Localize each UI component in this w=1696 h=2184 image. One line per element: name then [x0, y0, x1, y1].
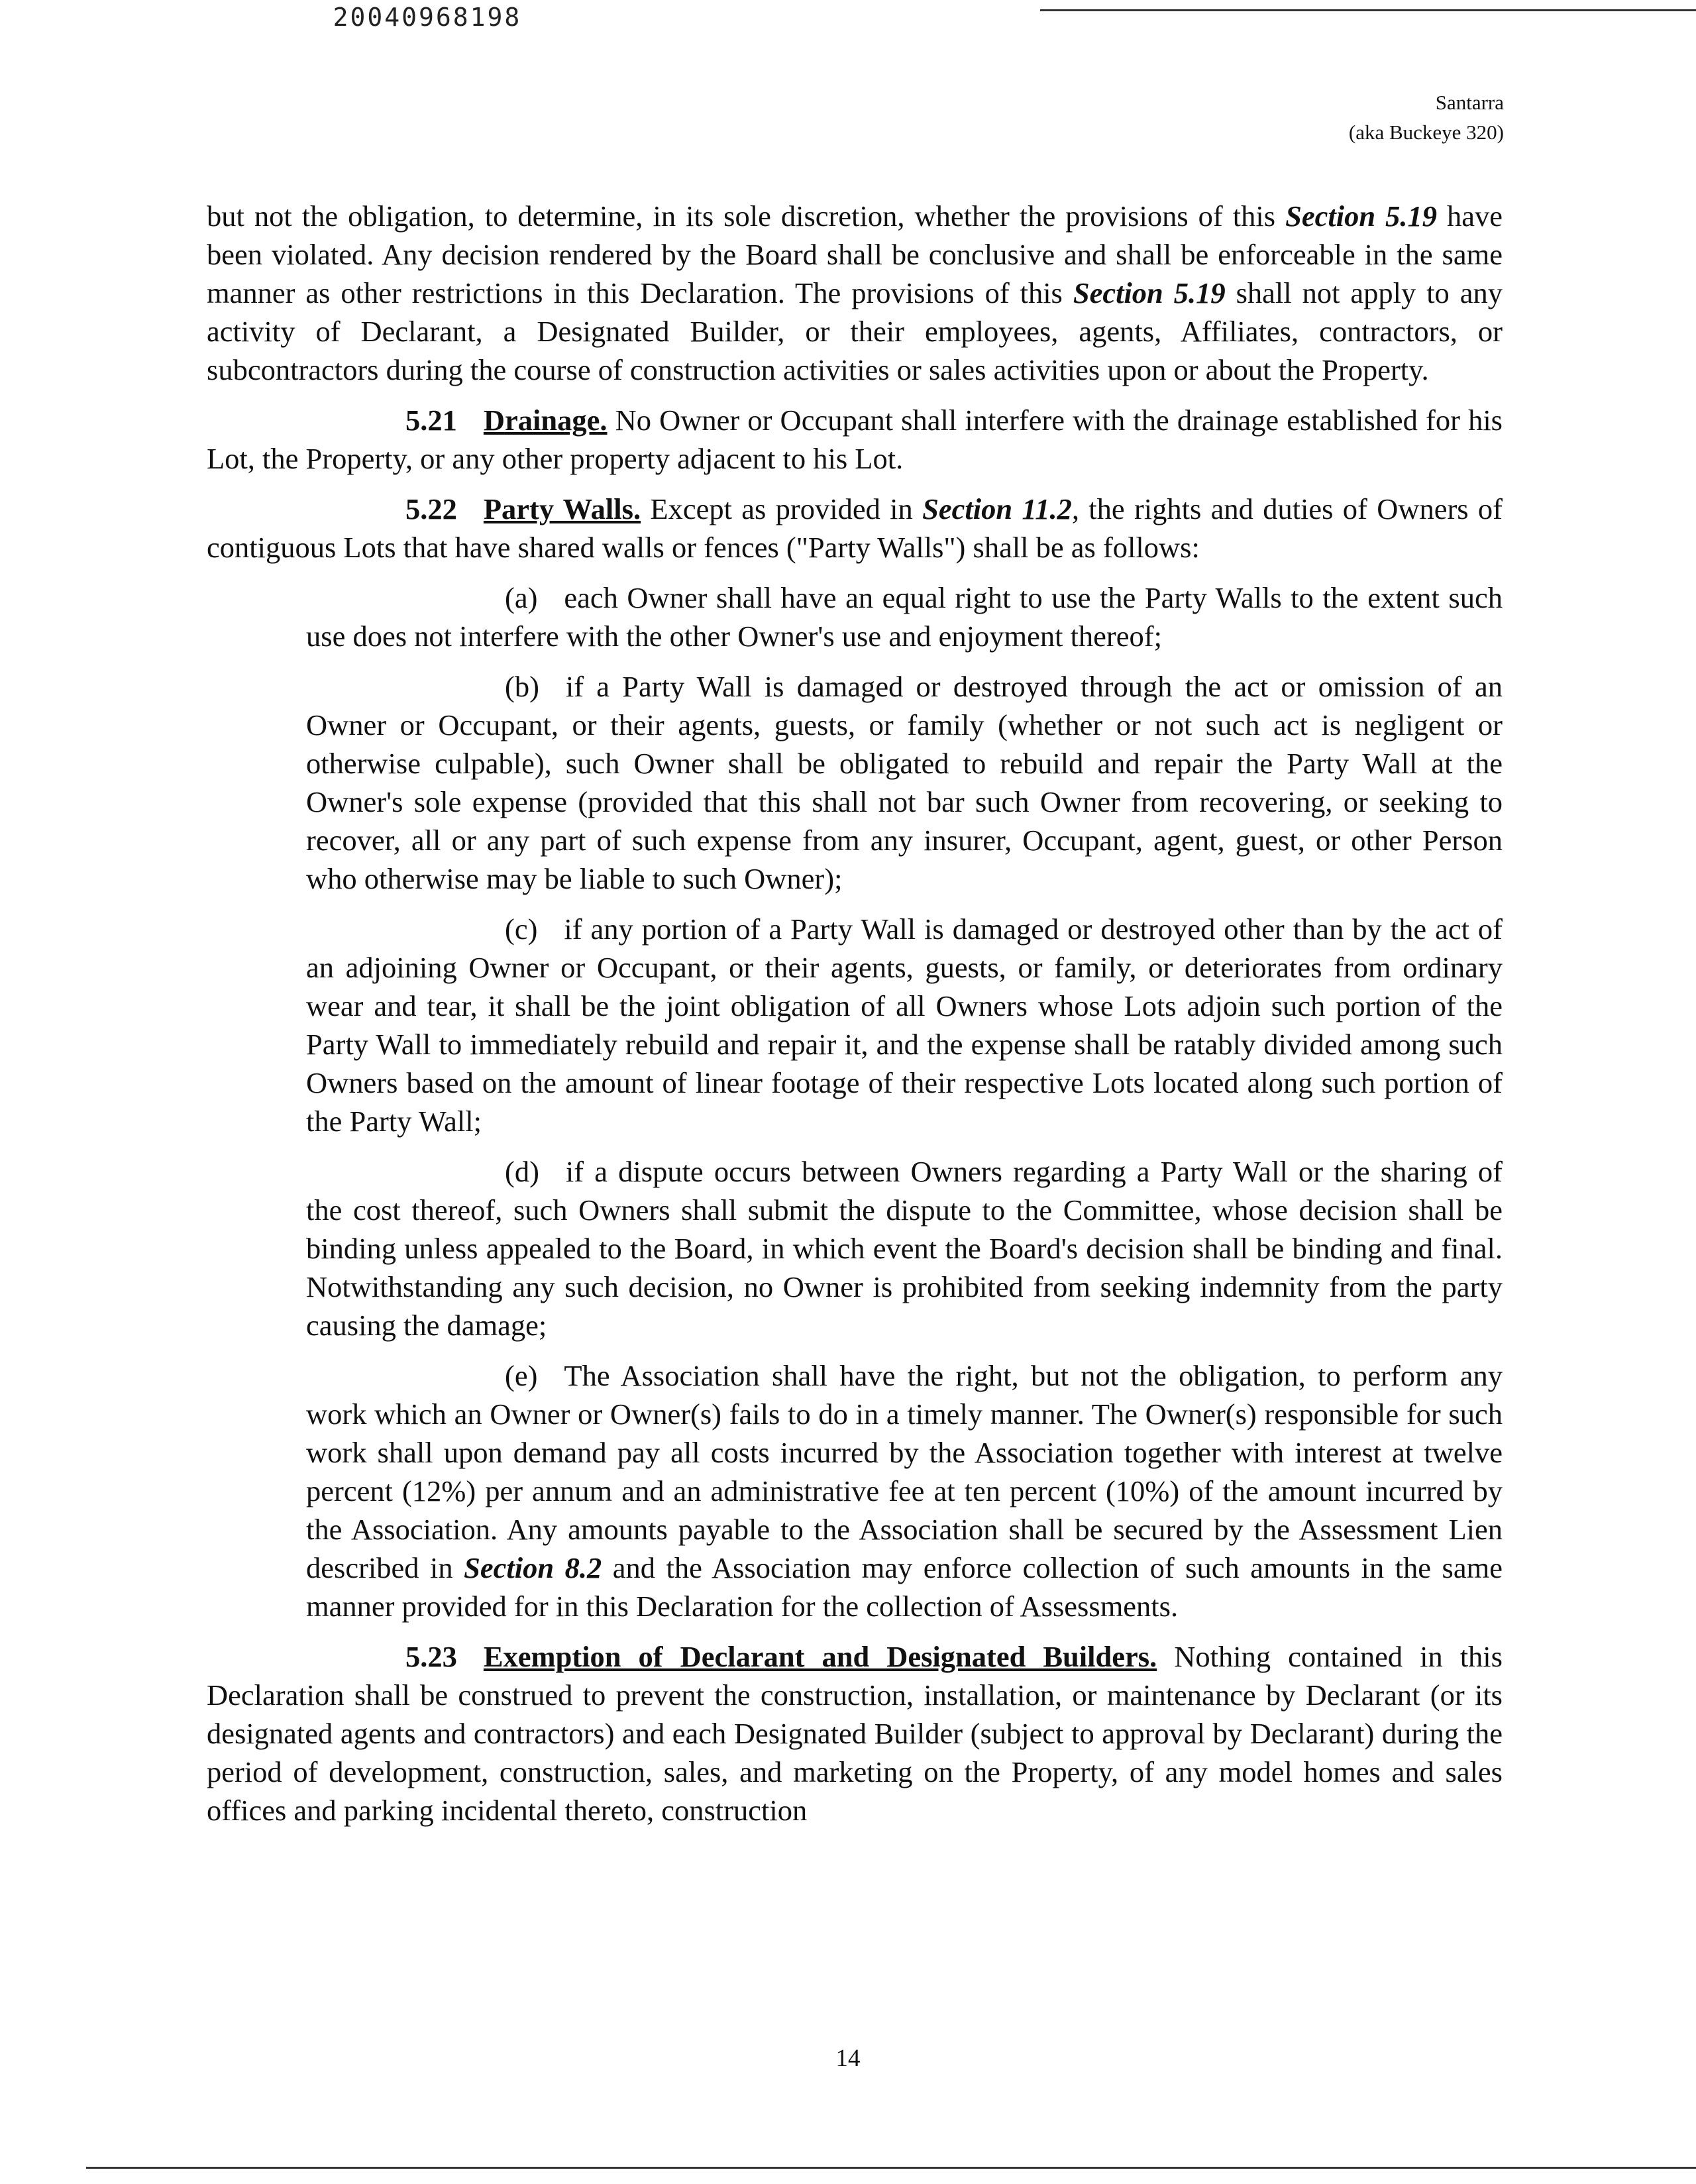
section-text-2: , the rights and duties of Owners of contiguous Lots that have shared walls or fences ("Party Walls") shall be as follows:	[207, 492, 1503, 564]
section-reference-5-19: Section 5.19	[1285, 199, 1437, 233]
section-heading: Party Walls.	[483, 492, 641, 525]
section-number: 5.23	[405, 1640, 457, 1673]
top-rule	[1040, 9, 1696, 11]
subsection-text-1: The Association shall have the right, but not the obligation, to perform any work which an Owner or Owner(s) fails to do in a timely manner. The Owner(s) responsible for such work shall upon demand pay all costs incurred by the Association together with interest at twelve percent (12%) per annum and an administrative fee at ten percent (10%) of the amount incurred by the Association. Any amounts payable to the Association shall be secured by the Assessment Lien described in	[306, 1359, 1503, 1584]
document-body	[207, 197, 1503, 1841]
continuation-paragraph	[207, 197, 1503, 389]
section-reference-8-2: Section 8.2	[464, 1551, 602, 1584]
page-number: 14	[835, 2045, 861, 2072]
section-number: 5.22	[405, 492, 457, 525]
subsection-c	[306, 910, 1503, 1140]
subsection-e	[306, 1356, 1503, 1625]
header-project: Santarra	[1435, 91, 1504, 114]
section-number: 5.21	[405, 404, 457, 437]
subsection-a	[306, 578, 1503, 655]
subsection-text: each Owner shall have an equal right to use the Party Walls to the extent such use does not interfere with the other Owner's use and enjoyment thereof;	[306, 581, 1503, 653]
subsection-text: if any portion of a Party Wall is damaged or destroyed other than by the act of an adjoining Owner or Occupant, or their agents, guests, or family, or deteriorates from ordinary wear and tear, it shall be the joint obligation of all Owners whose Lots adjoin such portion of the Party Wall to immediately rebuild and repair it, and the expense shall be ratably divided among such Owners based on the amount of linear footage of their respective Lots located along such portion of the Party Wall;	[306, 912, 1503, 1138]
section-text: No Owner or Occupant shall interfere with the drainage established for his Lot, the Property, or any other property adjacent to his Lot.	[207, 404, 1503, 475]
subsection-text: if a Party Wall is damaged or destroyed through the act or omission of an Owner or Occupant, or their agents, guests, or family (whether or not such act is negligent or otherwise culpable), such Owner shall be obligated to rebuild and repair the Party Wall at the Owner's sole expense (provided that this shall not bar such Owner from recovering, or seeking to recover, all or any part of such expense from any insurer, Occupant, agent, guest, or other Person who otherwise may be liable to such Owner);	[306, 670, 1503, 895]
subsection-text: if a dispute occurs between Owners regarding a Party Wall or the sharing of the cost thereof, such Owners shall submit the dispute to the Committee, whose decision shall be binding unless appealed to the Board, in which event the Board's decision shall be binding and final. Notwithstanding any such decision, no Owner is prohibited from seeking indemnity from the party causing the damage;	[306, 1155, 1503, 1342]
section-heading: Drainage.	[483, 404, 608, 437]
section-5-22	[207, 490, 1503, 1625]
section-text: Nothing contained in this Declaration shall be construed to prevent the construction, installation, or maintenance by Declarant (or its designated agents and contractors) and each Designated Builder (subject to approval by Declarant) during the period of development, construction, sales, and marketing on the Property, of any model homes and sales offices and parking incidental thereto, construction	[207, 1640, 1503, 1827]
subsection-label: (a)	[505, 581, 538, 614]
document-number: 20040968198	[333, 3, 522, 32]
section-5-21-paragraph	[207, 401, 1503, 478]
section-5-23-paragraph	[207, 1637, 1503, 1829]
page-header	[1349, 87, 1504, 147]
subsection-text-2: and the Association may enforce collection of such amounts in the same manner provided for in this Declaration for the collection of Assessments.	[306, 1551, 1503, 1623]
continuation-text-1: but not the obligation, to determine, in its sole discretion, whether the provisions of this	[207, 199, 1286, 233]
party-walls-subsections	[306, 578, 1503, 1625]
subsection-label: (b)	[505, 670, 539, 703]
subsection-d	[306, 1152, 1503, 1344]
bottom-rule	[86, 2167, 1696, 2169]
subsection-label: (e)	[505, 1359, 538, 1392]
header-aka: (aka Buckeye 320)	[1348, 121, 1504, 144]
section-text-1: Except as provided in	[641, 492, 923, 525]
subsection-label: (d)	[505, 1155, 539, 1188]
section-5-23	[207, 1637, 1503, 1829]
continuation-text-3: shall not apply to any activity of Declarant, a Designated Builder, or their employees, agents, Affiliates, contractors, or subcontractors during the course of construction activities or sales activities upon or about the Property.	[207, 276, 1503, 386]
continuation-text-2: have been violated. Any decision rendered by the Board shall be conclusive and shall be enforceable in the same manner as other restrictions in this Declaration. The provisions of this	[207, 199, 1503, 309]
section-heading: Exemption of Declarant and Designated Builders.	[483, 1640, 1157, 1673]
subsection-label: (c)	[505, 912, 538, 946]
subsection-b	[306, 667, 1503, 898]
section-reference-5-19-second: Section 5.19	[1073, 276, 1226, 309]
section-5-21	[207, 401, 1503, 478]
section-reference-11-2: Section 11.2	[922, 492, 1072, 525]
section-5-22-paragraph	[207, 490, 1503, 567]
